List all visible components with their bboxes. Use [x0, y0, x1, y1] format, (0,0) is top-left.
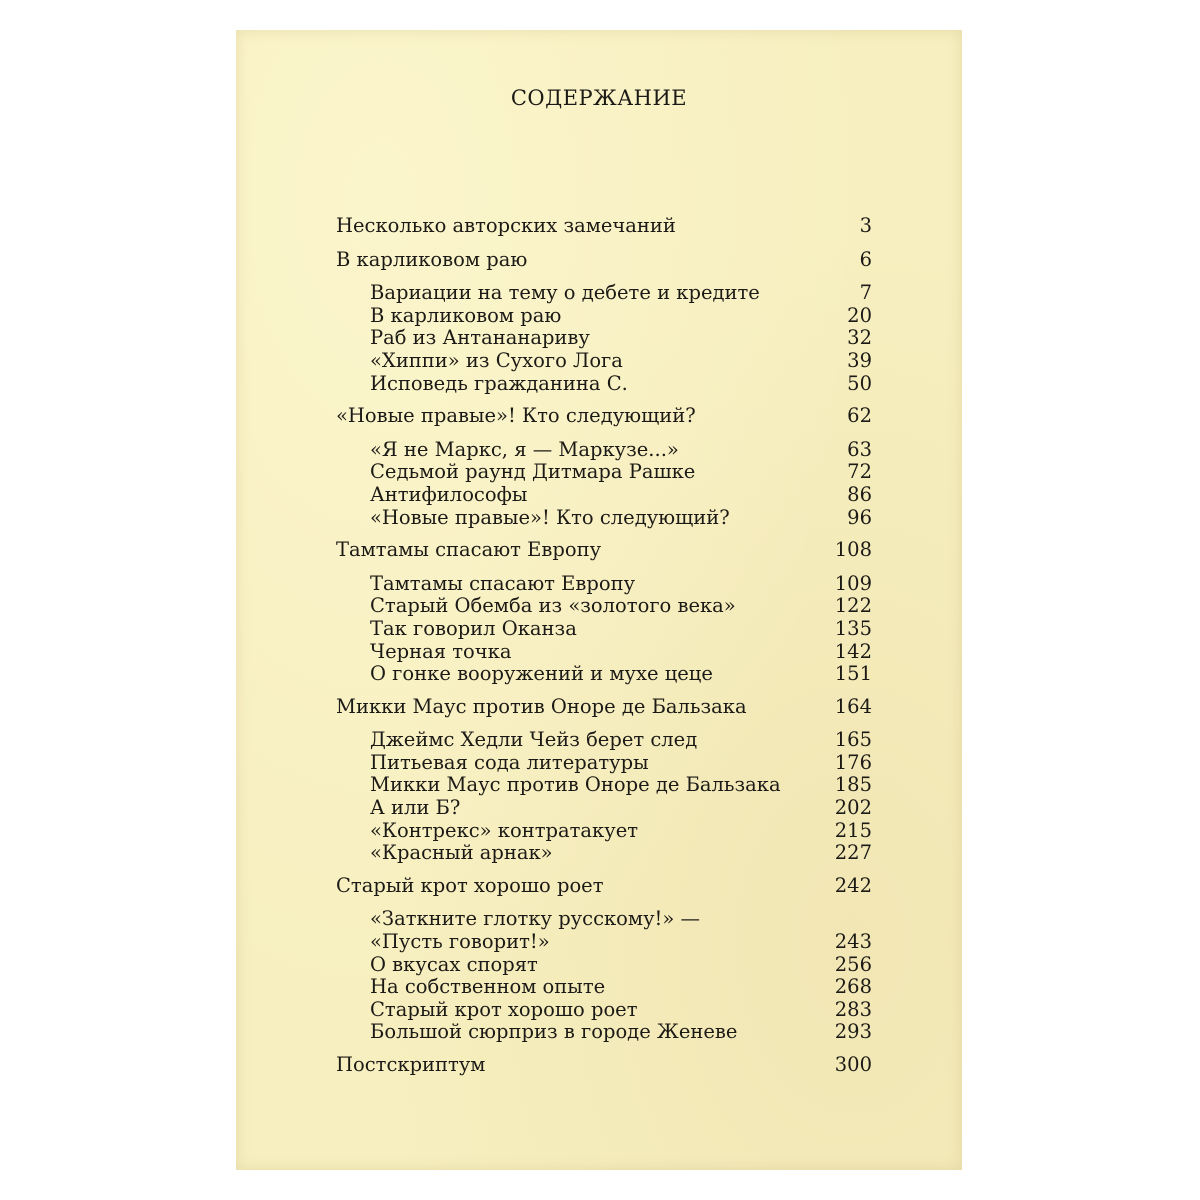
entry-title: Вариации на тему о дебете и кредите — [370, 281, 760, 305]
toc-entry — [336, 215, 872, 238]
toc-entry — [336, 1054, 872, 1077]
toc-entry — [336, 539, 872, 562]
toc-section — [336, 215, 872, 238]
toc-subentry — [336, 573, 872, 596]
entry-page: 135 — [834, 616, 872, 640]
entry-page: 142 — [834, 639, 872, 663]
table-of-contents — [336, 215, 872, 1088]
entry-title: Черная точка — [370, 639, 512, 663]
toc-subentry — [336, 842, 872, 865]
entry-title: Старый Обемба из «золотого века» — [370, 594, 736, 618]
entry-page: 62 — [847, 404, 872, 428]
toc-subentry — [336, 954, 872, 977]
entry-page: 108 — [834, 538, 872, 562]
entry-title: «Хиппи» из Сухого Лога — [370, 348, 623, 372]
toc-section — [336, 405, 872, 529]
entry-page: 165 — [834, 728, 872, 752]
entry-title: Раб из Антананариву — [370, 326, 590, 350]
entry-title: «Пусть говорит!» — [370, 930, 550, 954]
entry-page: 176 — [834, 750, 872, 774]
entry-title: «Я не Маркс, я — Маркузе...» — [370, 437, 679, 461]
toc-subentry — [336, 641, 872, 664]
toc-subentry — [336, 820, 872, 843]
toc-subentry — [336, 797, 872, 820]
entry-page: 3 — [859, 214, 872, 237]
entry-title: «Заткните глотку русскому!» — — [370, 907, 701, 931]
toc-section — [336, 539, 872, 686]
entry-page: 7 — [859, 281, 872, 305]
toc-section — [336, 875, 872, 1044]
entry-page: 20 — [847, 303, 872, 327]
entry-title: Так говорил Оканза — [370, 616, 577, 640]
entry-page: 293 — [834, 1020, 872, 1044]
entry-title: О гонке вооружений и мухе цеце — [370, 662, 713, 686]
toc-subentry — [336, 507, 872, 530]
toc-subentry — [336, 908, 872, 931]
entry-title: Питьевая сода литературы — [370, 750, 649, 774]
entry-page: 256 — [834, 952, 872, 976]
toc-subentry — [336, 1021, 872, 1044]
toc-subentry — [336, 282, 872, 305]
toc-subentry — [336, 931, 872, 954]
entry-title: «Контрекс» контратакует — [370, 818, 639, 842]
entry-page: 151 — [834, 662, 872, 686]
entry-page: 6 — [859, 247, 872, 271]
entry-page: 72 — [847, 460, 872, 484]
entry-title: Большой сюрприз в городе Женеве — [370, 1020, 738, 1044]
toc-subentry — [336, 729, 872, 752]
entry-title: Старый крот хорошо роет — [336, 873, 604, 897]
toc-entry — [336, 696, 872, 719]
toc-subentry — [336, 999, 872, 1022]
entry-title: Исповедь гражданина С. — [370, 371, 628, 395]
entry-page: 164 — [834, 694, 872, 718]
entry-title: На собственном опыте — [370, 975, 606, 999]
toc-subentry — [336, 618, 872, 641]
entry-title: Микки Маус против Оноре де Бальзака — [336, 694, 747, 718]
entry-title: Несколько авторских замечаний — [336, 214, 676, 237]
toc-subentry — [336, 461, 872, 484]
entry-title: Старый крот хорошо роет — [370, 997, 638, 1021]
entry-title: «Новые правые»! Кто следующий? — [370, 505, 730, 529]
toc-subentry — [336, 976, 872, 999]
entry-title: Постскриптум — [336, 1053, 486, 1076]
entry-title: «Новые правые»! Кто следующий? — [336, 404, 696, 428]
toc-subentry — [336, 439, 872, 462]
entry-page: 63 — [847, 437, 872, 461]
entry-page: 185 — [834, 773, 872, 797]
entry-title: «Красный арнак» — [370, 841, 553, 865]
entry-page: 50 — [847, 371, 872, 395]
toc-section — [336, 249, 872, 396]
entry-title: Седьмой раунд Дитмара Рашке — [370, 460, 696, 484]
entry-title: В карликовом раю — [370, 303, 562, 327]
entry-title: А или Б? — [370, 796, 461, 820]
entry-title: В карликовом раю — [336, 247, 528, 271]
toc-section — [336, 696, 872, 865]
entry-page: 268 — [834, 975, 872, 999]
entry-page: 109 — [834, 571, 872, 595]
toc-entry — [336, 405, 872, 428]
entry-page: 96 — [847, 505, 872, 529]
entry-title: Тамтамы спасают Европу — [336, 538, 602, 562]
toc-subentry — [336, 373, 872, 396]
toc-subentry — [336, 774, 872, 797]
toc-section — [336, 1054, 872, 1077]
entry-page: 243 — [834, 930, 872, 954]
entry-page: 122 — [834, 594, 872, 618]
entry-title: Джеймс Хедли Чейз берет след — [370, 728, 698, 752]
toc-subentry — [336, 484, 872, 507]
entry-page: 202 — [834, 796, 872, 820]
toc-subentry — [336, 752, 872, 775]
toc-subentry — [336, 350, 872, 373]
page-title: СОДЕРЖАНИЕ — [510, 86, 688, 110]
entry-title: Тамтамы спасают Европу — [370, 571, 636, 595]
toc-subentry — [336, 663, 872, 686]
toc-entry — [336, 875, 872, 898]
toc-subentry — [336, 305, 872, 328]
toc-subentry — [336, 595, 872, 618]
toc-subentry — [336, 327, 872, 350]
entry-page: 300 — [834, 1053, 872, 1076]
entry-page: 32 — [847, 326, 872, 350]
entry-page: 39 — [847, 348, 872, 372]
toc-entry — [336, 249, 872, 272]
entry-title: Микки Маус против Оноре де Бальзака — [370, 773, 781, 797]
book-page — [236, 30, 962, 1170]
entry-page: 215 — [834, 818, 872, 842]
entry-page: 86 — [847, 482, 872, 506]
entry-title: Антифилософы — [370, 482, 528, 506]
entry-page: 242 — [834, 873, 872, 897]
entry-title: О вкусах спорят — [370, 952, 538, 976]
entry-page: 227 — [834, 841, 872, 865]
entry-page: 283 — [834, 997, 872, 1021]
